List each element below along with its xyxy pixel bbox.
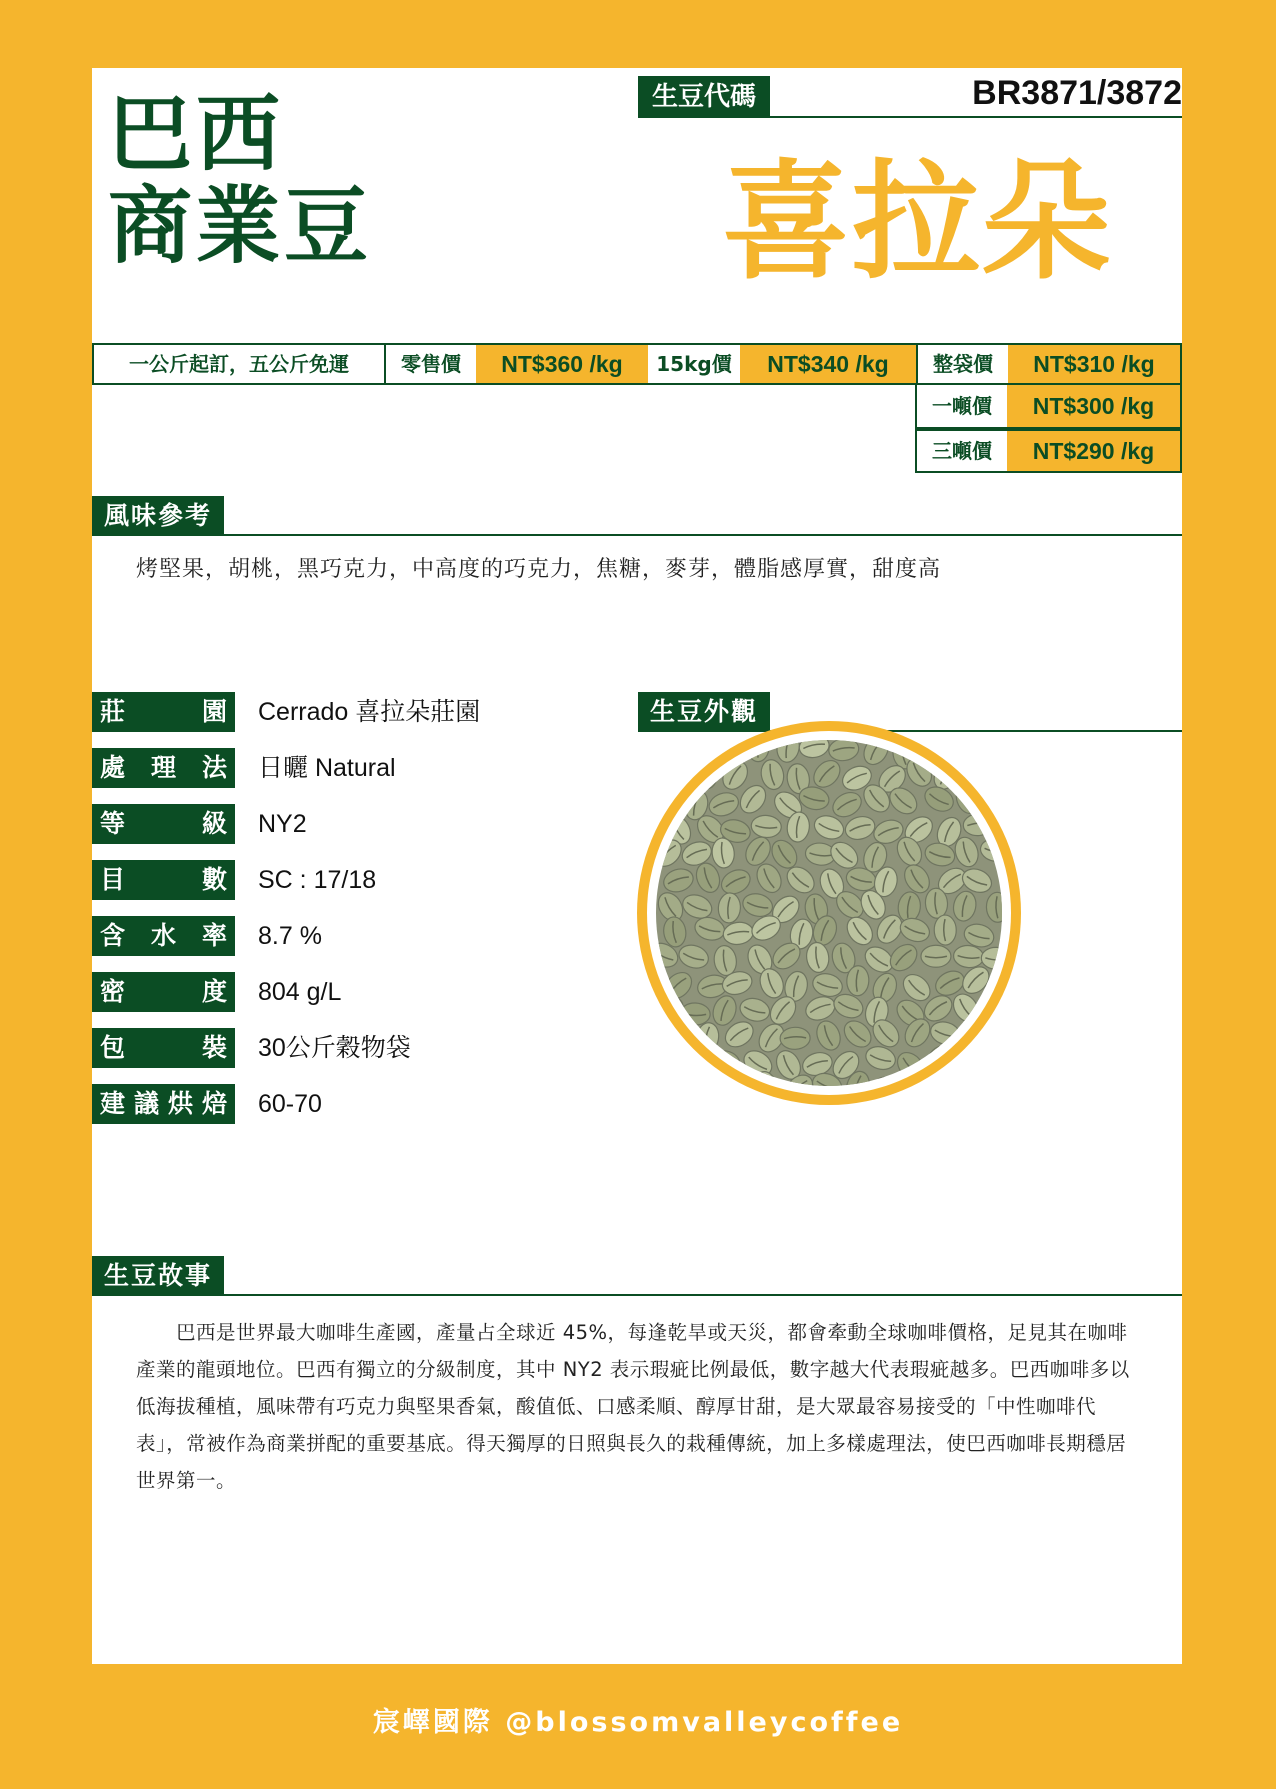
spec-label-char: 議 [133,1089,159,1118]
bean-code-label: 生豆代碼 [638,76,770,118]
bean-code-underline [638,116,1182,118]
spec-label-char: 包 [100,1033,126,1062]
flavor-notes: 烤堅果，胡桃，黑巧克力，中高度的巧克力，焦糖，麥芽，體脂感厚實，甜度高 [136,557,942,582]
spec-label-char: 烘 [167,1089,193,1118]
spec-label [92,972,235,1012]
spec-label-char: 莊 [100,697,126,726]
green-beans-illustration [656,740,1002,1086]
ton1-price-label: 一噸價 [932,394,992,418]
spec-label [92,860,235,900]
spec-label-char: 等 [100,809,126,838]
bag-price-label: 整袋價 [916,345,1008,383]
price-row-main [92,343,1182,385]
spec-label-char: 度 [201,977,227,1006]
flavor-divider [92,534,1182,536]
appearance-divider [638,730,1182,732]
region-title [108,85,428,275]
spec-label-char: 建 [100,1089,126,1118]
green-bean-photo [656,740,1002,1086]
spec-row [92,860,592,900]
spec-label-char: 目 [100,865,126,894]
appearance-heading: 生豆外觀 [638,692,770,732]
green-bean-photo-border [647,731,1011,1095]
spec-row [92,1084,592,1124]
spec-row [92,916,592,956]
spec-label-char: 密 [100,977,126,1006]
spec-value: 60-70 [258,1090,322,1118]
spec-label-char: 含 [100,921,126,950]
spec-label-char: 園 [201,697,227,726]
category-name: 商業豆 [108,177,373,275]
spec-label-char: 水 [150,921,176,950]
spec-row [92,692,592,732]
spec-label-char: 法 [201,753,227,782]
spec-row [92,972,592,1012]
spec-row [92,748,592,788]
tier15-price-label: 15kg價 [656,352,732,376]
product-sheet [92,68,1182,1664]
green-bean-photo-frame [637,721,1021,1105]
spec-value: 804 g/L [258,978,342,1006]
tier15-price-value: NT$340 /kg [740,345,916,383]
spec-value: Cerrado 喜拉朵莊園 [258,698,481,726]
bag-price-value: NT$310 /kg [1008,345,1180,383]
spec-value: 8.7 % [258,922,322,950]
spec-label [92,1084,235,1124]
min-order-note: 一公斤起訂，五公斤免運 [129,352,349,376]
spec-label [92,1028,235,1068]
region-name: 巴西 [108,85,285,183]
farm-name-title: 喜拉朵 [721,148,1112,297]
story-heading: 生豆故事 [92,1256,224,1296]
spec-label [92,748,235,788]
spec-value: 30公斤穀物袋 [258,1034,411,1062]
spec-value: SC : 17/18 [258,866,377,894]
spec-label [92,692,235,732]
price-row-ton1 [915,385,1182,429]
spec-label-char: 率 [201,921,227,950]
spec-label-char: 級 [201,809,227,838]
spec-label-char: 裝 [201,1033,227,1062]
flavor-heading: 風味參考 [92,496,224,536]
spec-value: NY2 [258,810,307,838]
spec-label [92,916,235,956]
retail-price-value: NT$360 /kg [476,345,648,383]
spec-label [92,804,235,844]
ton3-price-label: 三噸價 [932,439,992,463]
story-body: 巴西是世界最大咖啡生產國，產量占全球近 45%，每逢乾旱或天災，都會牽動全球咖啡價格，足見其在咖啡產業的龍頭地位。巴西有獨立的分級制度，其中 NY2 表示瑕疵比例最低，數字越大代表瑕疵越多。巴西咖啡多以低海拔種植，風味帶有巧克力與堅果香氣，酸值低、口感柔順、醇厚甘甜，是大眾最容易接受的「中性咖啡代表」，常被作為商業拼配的重要基底。得天獨厚的日照與長久的栽種傳統，加上多樣處理法，使巴西咖啡長期穩居世界第一。 [136,1321,1130,1492]
ton3-price-value: NT$290 /kg [1007,431,1180,471]
story-divider [92,1294,1182,1296]
ton1-price-value: NT$300 /kg [1007,385,1180,427]
spec-label-char: 處 [100,753,126,782]
spec-value: 日曬 Natural [258,754,396,782]
spec-label-char: 焙 [201,1089,227,1118]
bean-code-value: BR3871/3872 [972,74,1182,112]
story-text [136,1314,1136,1499]
retail-price-label: 零售價 [384,345,476,383]
price-row-ton3 [915,429,1182,473]
spec-row [92,804,592,844]
spec-label-char: 理 [150,753,176,782]
footer-brand: 宸嶧國際 @blossomvalleycoffee [372,1707,904,1738]
spec-label-char: 數 [201,865,227,894]
spec-row [92,1028,592,1068]
